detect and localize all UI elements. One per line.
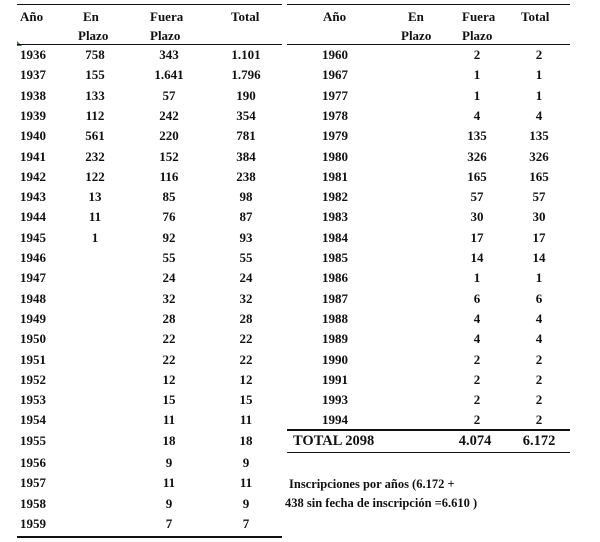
year-cell: 1989 — [322, 331, 348, 347]
total-cell: 354 — [236, 107, 256, 123]
total-cell: 15 — [239, 392, 253, 408]
fuera-plazo-cell: 32 — [162, 290, 176, 306]
en-plazo-cell: 112 — [85, 107, 105, 123]
en-plazo-cell — [71, 514, 119, 534]
year-cell: 1938 — [20, 87, 46, 103]
fuera-plazo-cell: 57 — [162, 87, 176, 103]
right-header-year: Año — [323, 9, 347, 24]
fuera-plazo-cell: 2 — [473, 412, 481, 428]
en-plazo-cell — [71, 268, 119, 288]
total-cell: 22 — [239, 331, 253, 347]
year-cell: 1956 — [20, 455, 46, 470]
fuera-plazo-cell: 15 — [162, 392, 176, 408]
year-cell: 1945 — [20, 229, 46, 245]
year-cell: 1984 — [322, 229, 348, 245]
en-plazo-cell: 1 — [91, 229, 99, 245]
year-cell: 1982 — [322, 189, 348, 205]
year-cell: 1943 — [20, 189, 46, 205]
total-cell: 2 — [535, 371, 543, 387]
en-plazo-cell: 13 — [88, 189, 102, 205]
fuera-plazo-cell: 9 — [165, 455, 173, 470]
fuera-plazo-cell: 85 — [162, 189, 176, 205]
right-header-fuera: Fuera — [462, 9, 496, 24]
year-cell: 1947 — [20, 270, 46, 286]
fuera-plazo-cell: 24 — [162, 270, 176, 286]
total-cell: 1 — [535, 270, 543, 286]
fuera-plazo-cell: 326 — [467, 148, 487, 164]
fuera-plazo-cell: 92 — [162, 229, 176, 245]
left-header-total: Total — [231, 9, 260, 24]
fuera-plazo-cell: 22 — [162, 351, 176, 367]
fuera-plazo-cell: 116 — [159, 168, 179, 184]
year-cell: 1988 — [322, 310, 348, 326]
total-total: 6.172 — [522, 433, 556, 449]
total-cell: 28 — [239, 310, 253, 326]
total-cell: 2 — [535, 351, 543, 367]
year-cell: 1954 — [20, 412, 46, 428]
year-cell: 1946 — [20, 250, 46, 265]
total-cell: 18 — [239, 432, 253, 448]
year-cell: 1951 — [20, 351, 46, 367]
year-cell: 1983 — [322, 209, 348, 225]
year-cell: 1967 — [322, 67, 348, 83]
fuera-plazo-cell: 28 — [162, 310, 176, 326]
en-plazo-cell: 232 — [85, 148, 105, 164]
fuera-plazo-cell: 7 — [165, 515, 173, 531]
year-cell: 1949 — [20, 310, 46, 326]
fuera-plazo-cell: 220 — [159, 128, 179, 144]
year-cell: 1950 — [20, 331, 46, 347]
year-cell: 1994 — [322, 412, 348, 428]
left-header-en: En — [83, 9, 99, 24]
fuera-plazo-cell: 2 — [473, 392, 481, 408]
fuera-plazo-cell: 12 — [162, 371, 176, 387]
fuera-plazo-cell: 18 — [162, 432, 176, 448]
en-plazo-cell — [395, 268, 445, 288]
total-cell: 24 — [239, 270, 253, 286]
en-plazo-cell — [71, 289, 119, 309]
total-cell: 384 — [236, 148, 256, 164]
fuera-plazo-cell: 2 — [473, 47, 481, 62]
fuera-plazo-cell: 4 — [473, 310, 481, 326]
year-cell: 1957 — [20, 475, 46, 491]
fuera-plazo-cell: 242 — [159, 107, 179, 123]
left-bottom-rule — [17, 536, 282, 538]
en-plazo-cell — [395, 106, 445, 126]
year-cell: 1941 — [20, 148, 46, 164]
total-cell: 93 — [239, 229, 253, 245]
year-cell: 1987 — [322, 290, 348, 306]
total-cell: 11 — [239, 412, 253, 428]
en-plazo-cell — [395, 126, 445, 146]
en-plazo-cell — [71, 350, 119, 370]
year-cell: 1986 — [322, 270, 348, 286]
fuera-plazo-cell: 4 — [473, 107, 481, 123]
en-plazo-cell: 155 — [85, 67, 105, 83]
fuera-plazo-cell: 165 — [467, 168, 487, 184]
fuera-plazo-cell: 11 — [162, 412, 176, 428]
total-cell: 11 — [239, 475, 253, 491]
en-plazo-cell: 758 — [85, 47, 105, 62]
fuera-plazo-cell: 30 — [470, 209, 484, 225]
total-bottom-rule — [287, 452, 570, 453]
total-cell: 190 — [236, 87, 256, 103]
year-cell: 1953 — [20, 392, 46, 408]
year-cell: 1944 — [20, 209, 46, 225]
total-cell: 238 — [236, 168, 256, 184]
fuera-plazo-cell: 1 — [473, 87, 481, 103]
en-plazo-cell — [395, 167, 445, 187]
fuera-plazo-cell: 17 — [470, 229, 484, 245]
left-top-rule — [17, 4, 282, 5]
total-cell: 2 — [535, 47, 543, 62]
year-cell: 1955 — [20, 432, 46, 448]
year-cell: 1980 — [322, 148, 348, 164]
en-plazo-cell — [71, 329, 119, 349]
right-header-total: Total — [521, 9, 550, 24]
en-plazo-cell — [395, 65, 445, 85]
year-cell: 1937 — [20, 67, 46, 83]
total-cell: 165 — [529, 168, 549, 184]
fuera-plazo-cell: 11 — [162, 475, 176, 491]
total-cell: 4 — [535, 331, 543, 347]
fuera-plazo-cell: 76 — [162, 209, 176, 225]
total-cell: 781 — [236, 128, 256, 144]
total-cell: 6 — [535, 290, 543, 306]
en-plazo-cell — [71, 309, 119, 329]
year-cell: 1960 — [322, 47, 348, 62]
fuera-plazo-cell: 57 — [470, 189, 484, 205]
fuera-plazo-cell: 55 — [162, 250, 176, 265]
en-plazo-cell — [395, 207, 445, 227]
year-cell: 1942 — [20, 168, 46, 184]
total-cell: 4 — [535, 310, 543, 326]
en-plazo-cell: 133 — [85, 87, 105, 103]
fuera-plazo-cell: 9 — [165, 495, 173, 511]
en-plazo-cell — [71, 390, 119, 410]
fuera-plazo-cell: 1.641 — [154, 67, 184, 83]
en-plazo-cell — [395, 370, 445, 390]
en-plazo-cell — [395, 147, 445, 167]
year-cell: 1978 — [322, 107, 348, 123]
fuera-plazo-cell: 152 — [159, 148, 179, 164]
fuera-plazo-cell: 6 — [473, 290, 481, 306]
en-plazo-cell — [71, 473, 119, 493]
fuera-plazo-cell: 22 — [162, 331, 176, 347]
total-cell: 7 — [242, 515, 250, 531]
year-cell: 1991 — [322, 371, 348, 387]
en-plazo-cell: 561 — [85, 128, 105, 144]
year-cell: 1981 — [322, 168, 348, 184]
en-plazo-cell — [395, 309, 445, 329]
en-plazo-cell: 11 — [88, 209, 102, 225]
right-header-fuera-plazo: Plazo — [462, 28, 493, 43]
total-cell: 9 — [242, 455, 250, 470]
fuera-plazo-cell: 1 — [473, 270, 481, 286]
year-cell: 1952 — [20, 371, 46, 387]
left-header-en-plazo: Plazo — [78, 28, 109, 43]
en-plazo-cell — [71, 453, 119, 473]
left-header-fuera-plazo: Plazo — [150, 28, 181, 43]
en-plazo-cell — [71, 431, 119, 451]
fuera-plazo-cell: 343 — [159, 47, 179, 62]
en-plazo-cell — [395, 228, 445, 248]
fuera-plazo-cell: 1 — [473, 67, 481, 83]
total-cell: 2 — [535, 392, 543, 408]
year-cell: 1939 — [20, 107, 46, 123]
total-cell: 326 — [529, 148, 549, 164]
total-cell: 1 — [535, 67, 543, 83]
en-plazo-cell — [71, 410, 119, 430]
en-plazo-cell: 122 — [85, 168, 105, 184]
year-cell: 1977 — [322, 87, 348, 103]
en-plazo-cell — [395, 248, 445, 268]
year-cell: 1936 — [20, 47, 46, 62]
fuera-plazo-cell: 4 — [473, 331, 481, 347]
total-cell: 14 — [532, 250, 546, 265]
fuera-plazo-cell: 2 — [473, 371, 481, 387]
fuera-plazo-cell: 135 — [467, 128, 487, 144]
left-header-fuera: Fuera — [150, 9, 184, 24]
en-plazo-cell — [71, 370, 119, 390]
year-cell: 1958 — [20, 495, 46, 511]
left-header-year: Año — [20, 9, 44, 24]
en-plazo-cell — [395, 86, 445, 106]
en-plazo-cell — [395, 187, 445, 207]
total-cell: 87 — [239, 209, 253, 225]
fuera-plazo-cell: 14 — [470, 250, 484, 265]
total-cell: 30 — [532, 209, 546, 225]
en-plazo-cell — [395, 390, 445, 410]
total-cell: 22 — [239, 351, 253, 367]
total-cell: 1 — [535, 87, 543, 103]
year-cell: 1979 — [322, 128, 348, 144]
total-fuera: 4.074 — [458, 433, 492, 449]
total-cell: 135 — [529, 128, 549, 144]
year-cell: 1948 — [20, 290, 46, 306]
year-cell: 1959 — [20, 515, 46, 531]
en-plazo-cell — [395, 289, 445, 309]
en-plazo-cell — [71, 248, 119, 268]
footnote-line-2: 438 sin fecha de inscripción =6.610 ) — [285, 496, 478, 510]
total-cell: 57 — [532, 189, 546, 205]
total-cell: 2 — [535, 412, 543, 428]
footnote-line-1: Inscripciones por años (6.172 + — [289, 477, 455, 491]
en-plazo-cell — [395, 329, 445, 349]
total-label: TOTAL 2098 — [293, 433, 375, 449]
en-plazo-cell — [395, 350, 445, 370]
year-cell: 1990 — [322, 351, 348, 367]
en-plazo-cell — [395, 45, 445, 65]
total-cell: 4 — [535, 107, 543, 123]
total-cell: 12 — [239, 371, 253, 387]
right-header-en-plazo: Plazo — [401, 28, 432, 43]
total-cell: 55 — [239, 250, 253, 265]
year-cell: 1993 — [322, 392, 348, 408]
fuera-plazo-cell: 2 — [473, 351, 481, 367]
total-cell: 1.796 — [231, 67, 261, 83]
en-plazo-cell — [71, 494, 119, 514]
total-cell: 98 — [239, 189, 253, 205]
en-plazo-cell — [395, 410, 445, 430]
year-cell: 1985 — [322, 250, 348, 265]
right-header-en: En — [408, 9, 424, 24]
year-cell: 1940 — [20, 128, 46, 144]
total-cell: 9 — [242, 495, 250, 511]
total-cell: 1.101 — [231, 47, 261, 62]
total-cell: 17 — [532, 229, 546, 245]
right-top-rule — [287, 4, 570, 5]
total-cell: 32 — [239, 290, 253, 306]
